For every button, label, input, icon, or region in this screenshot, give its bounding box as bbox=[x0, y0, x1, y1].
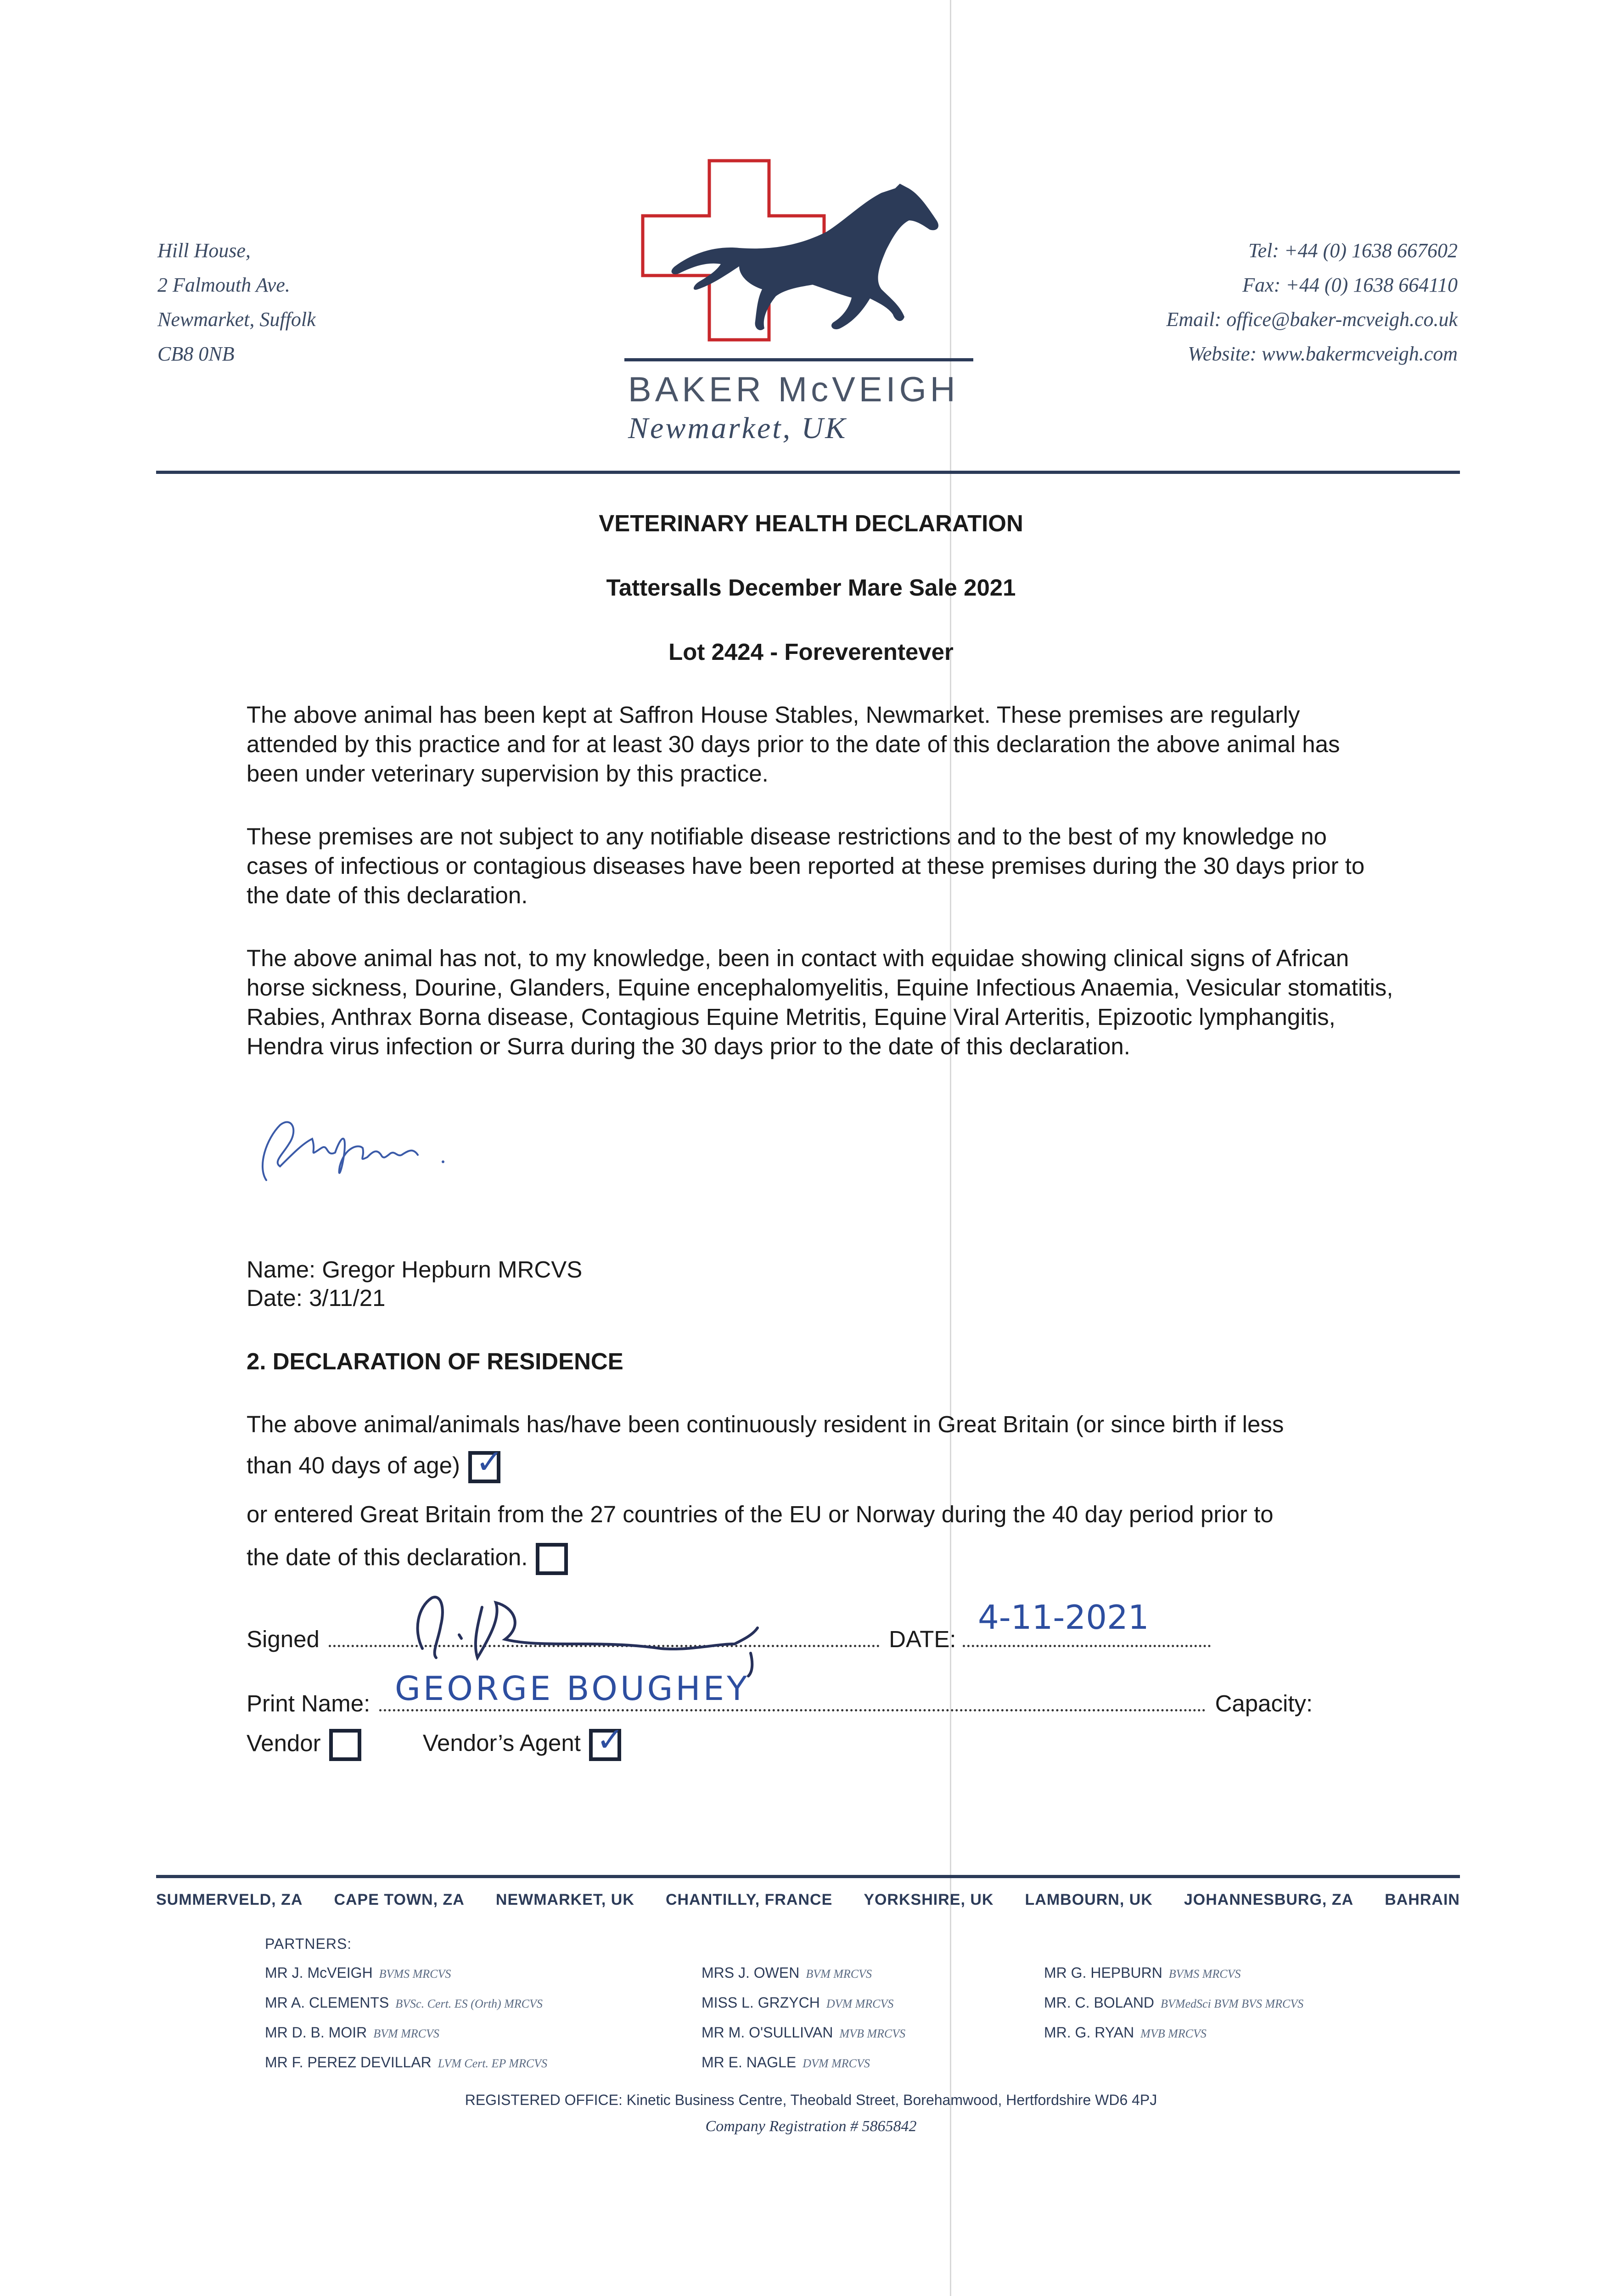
company-logo bbox=[624, 152, 973, 372]
partners-title: PARTNERS: bbox=[265, 1936, 352, 1952]
document-title: VETERINARY HEALTH DECLARATION bbox=[599, 510, 1023, 536]
vet-signature bbox=[248, 1111, 459, 1194]
partner-name: MR G. HEPBURN bbox=[1044, 1964, 1162, 1981]
brand-location: Newmarket, UK bbox=[628, 411, 847, 445]
office-locations bbox=[156, 1891, 1460, 1909]
partner-row bbox=[265, 1958, 547, 1988]
registered-office: REGISTERED OFFICE: Kinetic Business Centre, Theobald Street, Borehamwood, Hertfordshire WD6 4PJ bbox=[465, 2092, 1157, 2108]
print-name-label: Print Name: bbox=[247, 1690, 370, 1716]
location-item: JOHANNESBURG, ZA bbox=[1184, 1891, 1354, 1908]
partner-row bbox=[265, 1988, 547, 2018]
sale-title: Tattersalls December Mare Sale 2021 bbox=[606, 574, 1016, 601]
date-value: 4-11-2021 bbox=[978, 1598, 1149, 1637]
residence-heading: 2. DECLARATION OF RESIDENCE bbox=[247, 1348, 623, 1374]
partner-row bbox=[265, 2018, 547, 2048]
address-line: Newmarket, Suffolk bbox=[157, 308, 316, 331]
partner-quals: BVMedSci BVM BVS MRCVS bbox=[1161, 1997, 1304, 2010]
brand-name: BAKER McVEIGH bbox=[628, 370, 959, 409]
partner-quals: BVM MRCVS bbox=[373, 2027, 439, 2040]
partners-column-2 bbox=[702, 1958, 905, 2078]
location-item: BAHRAIN bbox=[1385, 1891, 1460, 1908]
partner-quals: BVM MRCVS bbox=[806, 1967, 872, 1981]
partner-name: MR. C. BOLAND bbox=[1044, 1994, 1155, 2011]
partner-row bbox=[265, 2048, 547, 2078]
location-item: LAMBOURN, UK bbox=[1025, 1891, 1153, 1908]
paragraph-premises: The above animal has been kept at Saffron House Stables, Newmarket. These premises are regularly attended by this practice and for at least 30 days prior to the date of this declaration the above animal has been under veterinary supervision by this practice. bbox=[247, 702, 1340, 787]
location-item: YORKSHIRE, UK bbox=[864, 1891, 994, 1908]
location-item: SUMMERVELD, ZA bbox=[156, 1891, 303, 1908]
residence-line4: the date of this declaration. bbox=[247, 1544, 528, 1570]
company-registration: Company Registration # 5865842 bbox=[705, 2118, 917, 2135]
vendor-row bbox=[247, 1722, 624, 1761]
header-rule bbox=[156, 471, 1460, 474]
paragraph-contact: The above animal has not, to my knowledge, been in contact with equidae showing clinical signs of African horse sickness, Dourine, Glanders, Equine encephalomyelitis, Equine Infectious Anaemia, Vesicular stomatitis, Rabies, Anthrax Borna disease, Contagious Equine Metritis, Equine Viral Arteritis, Epizootic lymphangitis, Hendra virus infection or Surra during the 30 days prior to the date of this declaration. bbox=[247, 945, 1393, 1059]
partner-name: MISS L. GRZYCH bbox=[702, 1994, 820, 2011]
partner-name: MR. G. RYAN bbox=[1044, 2024, 1134, 2041]
website-line: Website: www.bakermcveigh.com bbox=[1188, 343, 1458, 365]
partner-quals: MVB MRCVS bbox=[1140, 2027, 1207, 2040]
partner-quals: DVM MRCVS bbox=[826, 1997, 894, 2010]
partners-column-3 bbox=[1044, 1958, 1303, 2048]
check-mark-icon: ✓ bbox=[596, 1722, 624, 1758]
tel-line: Tel: +44 (0) 1638 667602 bbox=[1248, 239, 1458, 262]
footer-rule bbox=[156, 1875, 1460, 1878]
partner-name: MR D. B. MOIR bbox=[265, 2024, 367, 2041]
partner-name: MR A. CLEMENTS bbox=[265, 1994, 389, 2011]
address-line: 2 Falmouth Ave. bbox=[157, 274, 290, 296]
partner-row bbox=[702, 1988, 905, 2018]
residence-line2: than 40 days of age) bbox=[247, 1452, 460, 1479]
partner-row bbox=[702, 1958, 905, 1988]
residence-line4-row bbox=[247, 1543, 568, 1575]
partner-quals: DVM MRCVS bbox=[803, 2057, 870, 2070]
lot-title: Lot 2424 - Foreverentever bbox=[668, 639, 954, 665]
vendors-agent-label: Vendor’s Agent bbox=[422, 1730, 581, 1756]
vendors-agent-checkbox[interactable] bbox=[589, 1722, 624, 1761]
letterhead-contact bbox=[1166, 233, 1458, 371]
fax-line: Fax: +44 (0) 1638 664110 bbox=[1242, 274, 1458, 296]
date-dotted-line bbox=[963, 1645, 1211, 1647]
partner-name: MR M. O'SULLIVAN bbox=[702, 2024, 833, 2041]
residence-line2-row bbox=[247, 1444, 504, 1483]
signed-label: Signed bbox=[247, 1626, 320, 1652]
partner-quals: LVM Cert. EP MRCVS bbox=[438, 2057, 548, 2070]
location-item: NEWMARKET, UK bbox=[495, 1891, 634, 1908]
residence-line1: The above animal/animals has/have been continuously resident in Great Britain (or since birth if less bbox=[247, 1411, 1284, 1437]
vet-name: Name: Gregor Hepburn MRCVS bbox=[247, 1256, 583, 1283]
address-line: CB8 0NB bbox=[157, 343, 235, 365]
partner-quals: MVB MRCVS bbox=[839, 2027, 906, 2040]
partner-row bbox=[1044, 1958, 1303, 1988]
partner-name: MR F. PEREZ DEVILLAR bbox=[265, 2054, 432, 2071]
partner-name: MR E. NAGLE bbox=[702, 2054, 797, 2071]
letterhead-address bbox=[157, 233, 316, 371]
partner-quals: BVMS MRCVS bbox=[1168, 1967, 1241, 1981]
entered-checkbox[interactable] bbox=[536, 1543, 568, 1575]
email-line: Email: office@baker-mcveigh.co.uk bbox=[1166, 308, 1458, 331]
paragraph-restrictions: These premises are not subject to any notifiable disease restrictions and to the best of my knowledge no cases of infectious or contagious diseases have been reported at these premises during the 30 days prior to the date of this declaration. bbox=[247, 823, 1365, 908]
address-line: Hill House, bbox=[157, 239, 251, 262]
residence-line3: or entered Great Britain from the 27 countries of the EU or Norway during the 40 day period prior to bbox=[247, 1501, 1274, 1527]
partner-name: MR J. McVEIGH bbox=[265, 1964, 373, 1981]
check-mark-icon: ✓ bbox=[476, 1444, 504, 1480]
print-name-value: GEORGE BOUGHEY bbox=[395, 1669, 750, 1708]
partner-row bbox=[702, 2018, 905, 2048]
partners-column-1 bbox=[265, 1958, 547, 2078]
galloping-horse-icon bbox=[672, 184, 938, 330]
vendor-checkbox[interactable] bbox=[329, 1729, 361, 1761]
capacity-label: Capacity: bbox=[1215, 1690, 1313, 1716]
partner-row bbox=[1044, 2018, 1303, 2048]
resident-checkbox[interactable] bbox=[468, 1444, 504, 1483]
partner-quals: BVSc. Cert. ES (Orth) MRCVS bbox=[395, 1997, 543, 2010]
partner-row bbox=[1044, 1988, 1303, 2018]
partner-row bbox=[702, 2048, 905, 2078]
location-item: CHANTILLY, FRANCE bbox=[665, 1891, 833, 1908]
partner-quals: BVMS MRCVS bbox=[379, 1967, 451, 1981]
vet-date: Date: 3/11/21 bbox=[247, 1285, 386, 1311]
print-name-dotted-line bbox=[379, 1709, 1206, 1711]
vendor-label: Vendor bbox=[247, 1730, 321, 1756]
partner-name: MRS J. OWEN bbox=[702, 1964, 800, 1981]
date-label: DATE: bbox=[889, 1626, 956, 1652]
logo-underline bbox=[624, 358, 973, 361]
location-item: CAPE TOWN, ZA bbox=[334, 1891, 465, 1908]
